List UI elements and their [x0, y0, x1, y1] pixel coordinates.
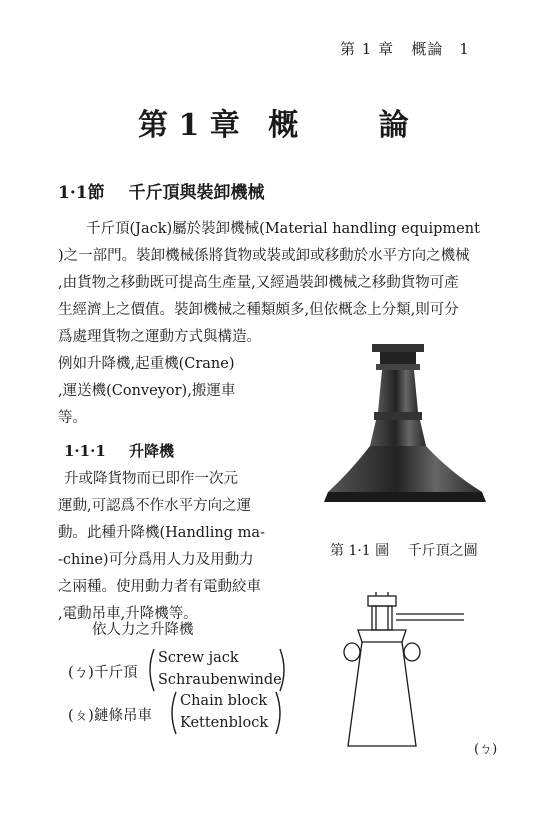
examples-line: 等。	[58, 410, 87, 426]
item-marker: (ㄅ)	[68, 665, 94, 681]
examples-line: ,運送機(Conveyor),搬運車	[58, 383, 236, 399]
right-paren-icon	[278, 647, 288, 693]
figure-caption	[330, 540, 478, 560]
sub-line: 動。此種升降機(Handling ma-	[58, 525, 265, 541]
chapter-title-b: 論	[378, 108, 409, 143]
section-heading: 千斤頂與裝卸機械	[128, 183, 265, 203]
examples-paragraph	[58, 351, 278, 432]
item-marker: (ㄆ)	[68, 708, 94, 724]
sub-line: -chine)可分爲用人力及用動力	[58, 552, 254, 568]
item-label: 千斤頂	[94, 665, 138, 681]
running-head	[340, 38, 530, 59]
intro-line: )之一部門。裝卸機械係將貨物或裝或卸或移動於水平方向之機械	[58, 248, 470, 264]
figure-number: 第 1·1 圖	[330, 543, 390, 559]
page-number: 1	[459, 40, 470, 58]
list-heading: 依人力之升降機	[92, 622, 194, 638]
jack-photo	[320, 342, 490, 507]
subsection-paragraph	[58, 466, 298, 628]
running-head-title: 概論	[411, 40, 444, 58]
item-german: Kettenblock	[180, 715, 269, 731]
left-paren-icon	[146, 647, 156, 693]
intro-paragraph	[58, 216, 498, 351]
section-number: 1·1節	[58, 183, 105, 203]
section-title	[58, 178, 265, 203]
item-label: 鏈條吊車	[94, 708, 152, 724]
sub-line: 升或降貨物而已即作一次元	[64, 471, 238, 487]
intro-line: ,由貨物之移動既可提高生產量,又經過裝卸機械之移動貨物可產	[58, 275, 459, 291]
sub-line: 之兩種。使用動力者有電動絞車	[58, 579, 261, 595]
right-paren-icon	[274, 690, 284, 736]
chapter-title-a: 概	[268, 108, 299, 143]
running-head-chapter: 第 1 章	[340, 40, 395, 58]
chapter-title	[138, 100, 409, 144]
subsection-title	[64, 440, 174, 461]
intro-line: 爲處理貨物之運動方式與構造。	[58, 329, 261, 345]
intro-line: 生經濟上之價值。裝卸機械之種類頗多,但依概念上分類,則可分	[58, 302, 459, 318]
screw-jack-drawing	[340, 590, 470, 750]
figure-sublabel: (ㄅ)	[474, 742, 498, 757]
sub-line: 運動,可認爲不作水平方向之運	[58, 498, 252, 514]
item-english: Chain block	[180, 693, 268, 709]
subsection-heading: 升降機	[129, 442, 175, 460]
figure-caption-text: 千斤頂之圖	[407, 543, 478, 559]
subsection-number: 1·1·1	[64, 442, 106, 460]
sub-line: ,電動吊車,升降機等。	[58, 606, 198, 622]
item-english: Screw jack	[158, 650, 239, 666]
left-paren-icon	[168, 690, 178, 736]
item-german: Schraubenwinde	[158, 672, 282, 688]
examples-line: 例如升降機,起重機(Crane)	[58, 356, 235, 372]
intro-line: 千斤頂(Jack)屬於裝卸機械(Material handling equipment	[86, 221, 480, 237]
chapter-number: 第 1 章	[138, 108, 240, 143]
